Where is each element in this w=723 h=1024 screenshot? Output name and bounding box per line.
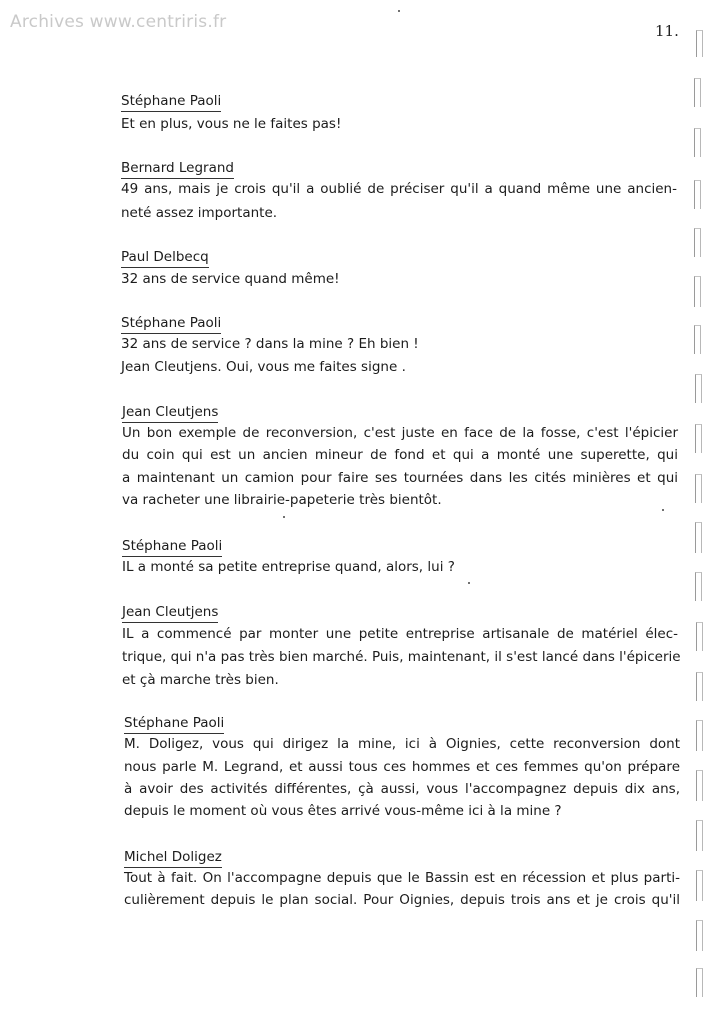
dialogue-line: M. Doligez, vous qui dirigez la mine, ici à Oignies, cette reconversion dont xyxy=(124,736,680,752)
dialogue-line: nous parle M. Legrand, et aussi tous ces hommes et ces femmes qu'on prépare xyxy=(124,759,680,775)
dialogue-line: a maintenant un camion pour faire ses tournées dans les cités minières et qui xyxy=(122,470,678,486)
scan-edge-mark xyxy=(695,572,702,601)
scan-edge-mark xyxy=(696,870,703,901)
archive-watermark: Archives www.centriris.fr xyxy=(10,12,227,32)
scan-edge-mark xyxy=(696,968,703,997)
dialogue-line: et çà marche très bien. xyxy=(122,672,279,688)
scan-edge-mark xyxy=(694,180,701,209)
scan-edge-mark xyxy=(695,424,702,453)
speaker-name: Paul Delbecq xyxy=(121,249,209,268)
scan-edge-mark xyxy=(696,770,703,801)
scan-edge-mark xyxy=(694,276,701,307)
scan-edge-mark xyxy=(696,30,703,57)
speaker-name: Stéphane Paoli xyxy=(121,93,221,112)
dialogue-line: du coin qui est un ancien mineur de fond et qui a monté une superette, qui xyxy=(122,447,678,463)
dialogue-line: va racheter une librairie-papeterie très bientôt. xyxy=(122,492,442,508)
scan-edge-mark xyxy=(696,820,703,851)
dialogue-line: IL a commencé par monter une petite entreprise artisanale de matériel élec- xyxy=(122,626,678,642)
scan-speck xyxy=(468,582,470,584)
scan-edge-mark xyxy=(695,522,702,553)
dialogue-line: Et en plus, vous ne le faites pas! xyxy=(121,116,342,132)
speaker-name: Jean Cleutjens xyxy=(122,604,218,623)
dialogue-line: 32 ans de service quand même! xyxy=(121,271,340,287)
scan-edge-mark xyxy=(694,228,701,257)
scan-speck xyxy=(283,516,285,518)
dialogue-line: depuis le moment où vous êtes arrivé vous-même ici à la mine ? xyxy=(124,803,562,819)
dialogue-line: à avoir des activités différentes, çà aussi, vous l'accompagnez depuis dix ans, xyxy=(124,781,680,797)
scan-edge-mark xyxy=(696,720,703,751)
dialogue-line: trique, qui n'a pas très bien marché. Puis, maintenant, il s'est lancé dans l'épicerie xyxy=(122,649,681,665)
scan-edge-mark xyxy=(696,622,703,651)
scan-edge-mark xyxy=(696,920,703,951)
speaker-name: Jean Cleutjens xyxy=(122,404,218,423)
speaker-name: Bernard Legrand xyxy=(121,160,234,179)
speaker-name: Michel Doligez xyxy=(124,849,222,868)
scan-edge-mark xyxy=(694,325,701,354)
dialogue-line: neté assez importante. xyxy=(121,205,278,221)
dialogue-line: 49 ans, mais je crois qu'il a oublié de préciser qu'il a quand même une ancien- xyxy=(121,181,677,197)
scan-edge-mark xyxy=(695,374,702,403)
speaker-name: Stéphane Paoli xyxy=(121,315,221,334)
dialogue-line: Tout à fait. On l'accompagne depuis que le Bassin est en récession et plus parti- xyxy=(124,870,680,886)
dialogue-line: culièrement depuis le plan social. Pour Oignies, depuis trois ans et je crois qu'il xyxy=(124,892,680,908)
scan-edge-mark xyxy=(695,474,702,503)
speaker-name: Stéphane Paoli xyxy=(124,715,224,734)
dialogue-line: Jean Cleutjens. Oui, vous me faites signe . xyxy=(121,359,406,375)
dialogue-line: Un bon exemple de reconversion, c'est juste en face de la fosse, c'est l'épicier xyxy=(122,425,678,441)
scan-speck xyxy=(398,10,400,12)
page-number: 11. xyxy=(655,22,679,40)
dialogue-line: 32 ans de service ? dans la mine ? Eh bien ! xyxy=(121,336,419,352)
dialogue-line: IL a monté sa petite entreprise quand, alors, lui ? xyxy=(122,559,455,575)
scan-edge-mark xyxy=(694,128,701,157)
scan-edge-mark xyxy=(694,78,701,107)
speaker-name: Stéphane Paoli xyxy=(122,538,222,557)
scan-edge-mark xyxy=(696,672,703,701)
scan-speck xyxy=(662,509,664,511)
